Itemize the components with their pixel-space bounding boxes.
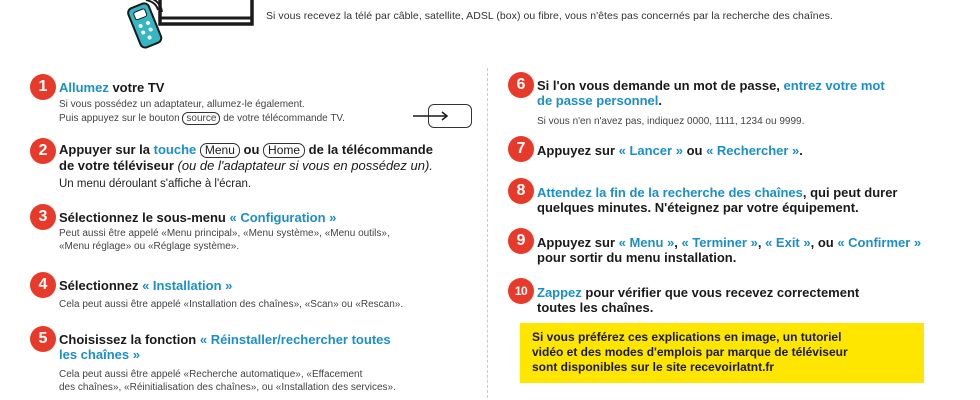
step-number-4: 4 <box>30 272 56 298</box>
tv-remote-illustration <box>120 0 260 55</box>
step-3-desc: Peut aussi être appelé «Menu principal», «Menu système», «Menu outils», «Menu réglage» ou «Réglage système». <box>59 228 390 252</box>
source-button-icon <box>428 104 472 128</box>
step-number-5: 5 <box>30 326 56 352</box>
step-4-desc: Cela peut aussi être appelé «Installation des chaînes», «Scan» ou «Rescan». <box>59 299 404 310</box>
header-note: Si vous recevez la télé par câble, satellite, ADSL (box) ou fibre, vous n'êtes pas concernés par la recherche des chaînes. <box>266 10 833 22</box>
step-number-1: 1 <box>30 74 56 100</box>
home-key: Home <box>263 143 305 158</box>
info-box-site: sont disponibles sur le site recevoirlatnt.fr <box>532 360 775 374</box>
step-9-title: Appuyez sur « Menu », « Terminer », « Exit », ou « Confirmer » <box>537 235 922 250</box>
menu-key: Menu <box>200 143 240 158</box>
step-number-2: 2 <box>30 138 56 164</box>
step-3-title: Sélectionnez le sous-menu « Configuration » <box>59 210 337 225</box>
step-6-desc: Si vous n'en n'avez pas, indiquez 0000, 1111, 1234 ou 9999. <box>537 116 805 127</box>
step-2-title: Appuyer sur la touche Menu ou Home de la télécommande <box>59 142 433 157</box>
step-5-title: Choisissez la fonction « Réinstaller/rechercher toutes <box>59 332 391 347</box>
step-7-title: Appuyez sur « Lancer » ou « Rechercher ». <box>537 143 803 158</box>
step-8-title: Attendez la fin de la recherche des chaînes, qui peut durer <box>537 185 898 200</box>
step-number-7: 7 <box>508 136 534 162</box>
step-5-desc: Cela peut aussi être appelé «Recherche automatique», «Effacement des chaînes», «Réinitialisation des chaînes», ou «Installation des services». <box>59 369 396 393</box>
step-4-title: Sélectionnez « Installation » <box>59 278 233 293</box>
source-key: source <box>182 112 220 125</box>
tv-icon <box>160 0 252 24</box>
step-number-3: 3 <box>30 204 56 230</box>
step-1-title: Allumez votre TV <box>59 80 165 95</box>
info-box: Si vous préférez ces explications en image, un tutoriel vidéo et des modes d'emplois par marque de téléviseur sont disponibles sur le site recevoirlatnt.fr <box>520 323 924 383</box>
step-number-6: 6 <box>508 72 534 98</box>
step-6-title: Si l'on vous demande un mot de passe, entrez votre mot <box>537 78 885 93</box>
step-10-title: Zappez pour vérifier que vous recevez correctement <box>537 285 860 300</box>
step-number-8: 8 <box>508 178 534 204</box>
step-2-desc: Un menu déroulant s'affiche à l'écran. <box>59 178 252 190</box>
step-number-10: 10 <box>508 278 534 304</box>
step-1-desc: Si vous possédez un adaptateur, allumez-le également. Puis appuyez sur le bouton source de votre télécommande TV. <box>59 99 345 124</box>
step-number-9: 9 <box>508 228 534 254</box>
